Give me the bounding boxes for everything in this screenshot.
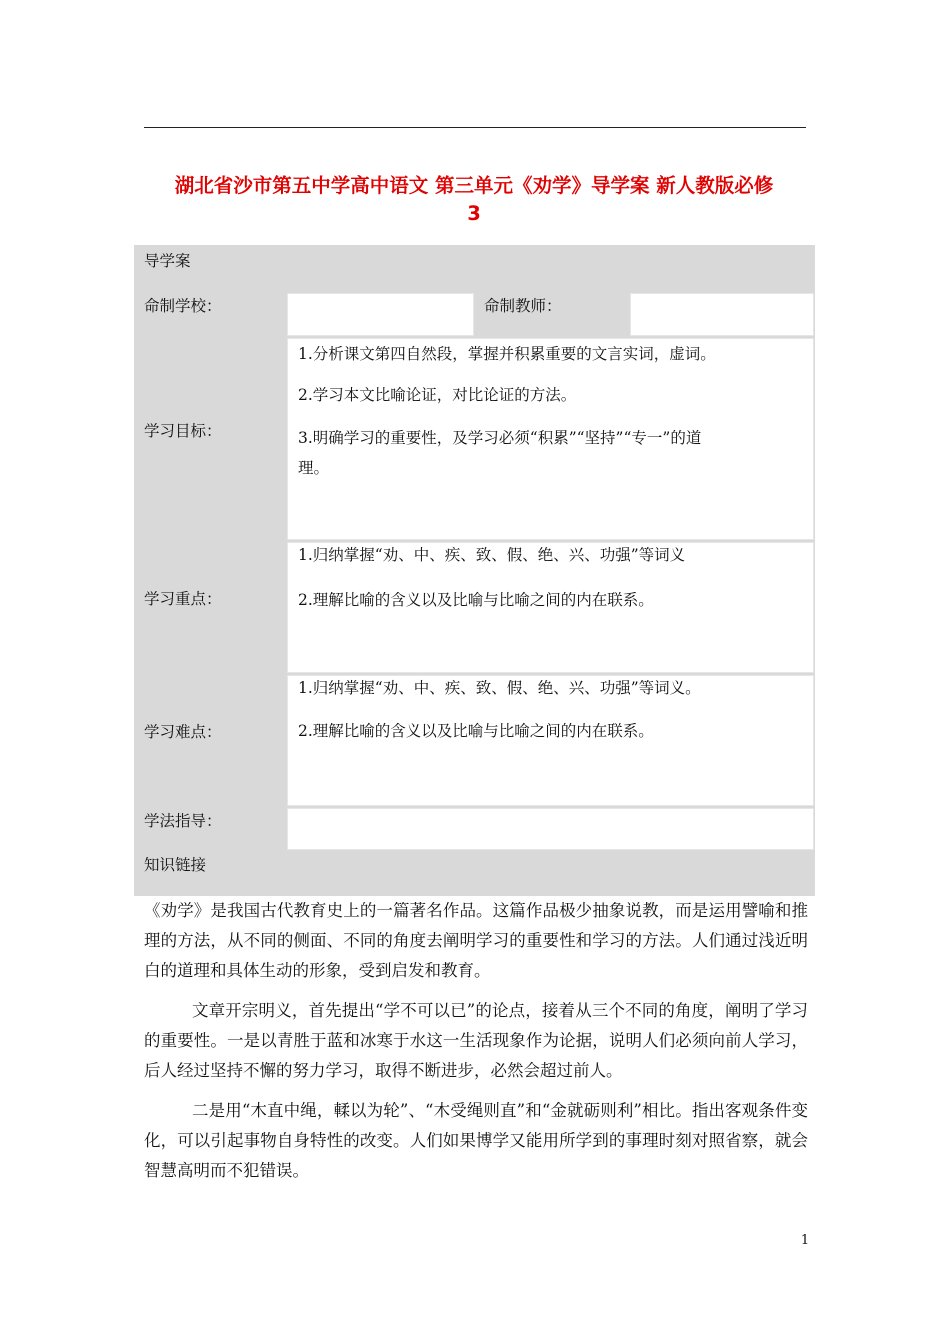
body-paragraph-1: 《劝学》是我国古代教育史上的一篇著名作品。这篇作品极少抽象说教，而是运用譬喻和推理的方法，从不同的侧面、不同的角度去阐明学习的重要性和学习的方法。人们通过浅近明白的道理和具体生动的形象，受到启发和教育。 xyxy=(144,901,808,980)
key-point-item: 1.归纳掌握“劝、中、疾、致、假、绝、兴、功强”等词义 xyxy=(298,546,686,564)
goal-item: 2.学习本文比喻论证，对比论证的方法。 xyxy=(298,386,577,404)
goals-label: 学习目标： xyxy=(144,422,222,440)
difficulties-label: 学习难点： xyxy=(144,723,222,741)
goal-item: 3.明确学习的重要性，及学习必须“积累”“坚持”“专一”的道 xyxy=(298,429,702,447)
goal-item: 1.分析课文第四自然段，掌握并积累重要的文言实词，虚词。 xyxy=(298,345,716,363)
body-paragraph-2: 文章开宗明义，首先提出“学不可以已”的论点，接着从三个不同的角度，阐明了学习的重要性。一是以青胜于蓝和冰寒于水这一生活现象作为论据，说明人们必须向前人学习，后人经过坚持不懈的努力学习，取得不断进步，必然会超过前人。 xyxy=(144,1001,808,1080)
key-points-content-cell xyxy=(287,542,814,673)
teacher-label: 命制教师： xyxy=(484,297,562,315)
method-value-cell[interactable] xyxy=(287,808,814,850)
document-title xyxy=(134,172,814,228)
key-points-label: 学习重点： xyxy=(144,590,222,608)
page-number: 1 xyxy=(800,1233,810,1248)
knowledge-row xyxy=(134,851,815,896)
teacher-value-cell[interactable] xyxy=(630,293,814,336)
key-point-item: 2.理解比喻的含义以及比喻与比喻之间的内在联系。 xyxy=(298,591,654,609)
body-paragraph-3: 二是用“木直中绳，輮以为轮”、“木受绳则直”和“金就砺则利”相比。指出客观条件变化，可以引起事物自身特性的改变。人们如果博学又能用所学到的事理时刻对照省察，就会智慧高明而不犯错误。 xyxy=(144,1101,808,1180)
knowledge-label: 知识链接 xyxy=(144,856,207,874)
section-header-row xyxy=(134,245,815,292)
title-line-1: 湖北省沙市第五中学高中语文 第三单元《劝学》导学案 新人教版必修 xyxy=(174,174,774,197)
header-rule xyxy=(144,127,806,128)
section-title: 导学案 xyxy=(144,252,191,270)
difficulty-item: 1.归纳掌握“劝、中、疾、致、假、绝、兴、功强”等词义。 xyxy=(298,679,701,697)
school-label: 命制学校： xyxy=(144,297,222,315)
difficulties-content-cell xyxy=(287,675,814,806)
title-line-2: 3 xyxy=(467,202,481,225)
method-label: 学法指导： xyxy=(144,812,222,830)
school-value-cell[interactable] xyxy=(287,293,474,336)
goal-item: 理。 xyxy=(298,459,330,477)
goals-content-cell xyxy=(287,338,814,540)
difficulty-item: 2.理解比喻的含义以及比喻与比喻之间的内在联系。 xyxy=(298,722,654,740)
